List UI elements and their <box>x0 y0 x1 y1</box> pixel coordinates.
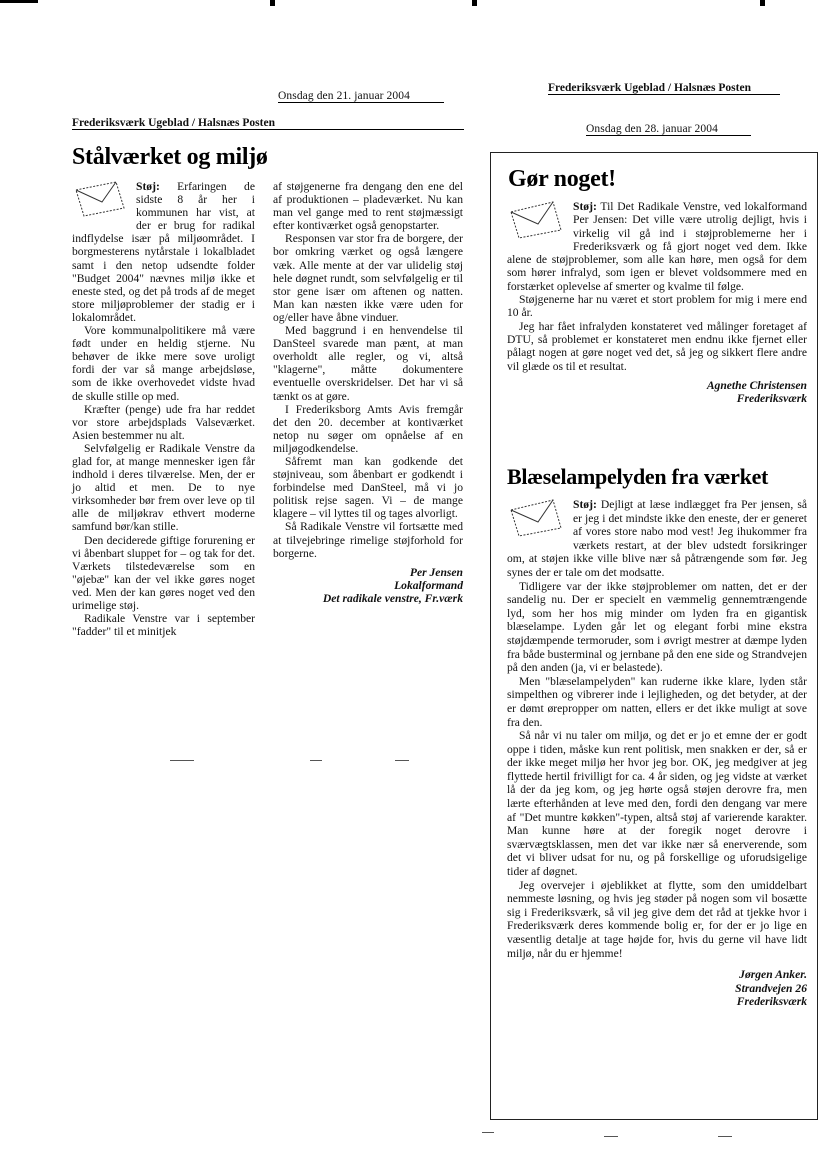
left-paper-name: Frederiksværk Ugeblad / Halsnæs Posten <box>72 117 464 130</box>
paragraph: Responsen var stor fra de borgere, der bor omkring værket og også længere væk. Alle mente at der var ulidelig støj hele døgnet rundt, som selvfølgelig er til stor gene især om aftenen og natten. Man kan næsten ikke være uden for og/eller have åbne vinduer. <box>273 232 463 324</box>
paragraph: I Frederiksborg Amts Avis fremgår det den 20. december at kontiværket netop nu søger om opnåelse af en miljøgodkendelse. <box>273 402 463 455</box>
paragraph: Radikale Venstre var i september "fadder" til et minitjek <box>72 612 255 639</box>
envelope-icon <box>72 180 128 218</box>
signature-org: Det radikale venstre, Fr.værk <box>322 591 463 605</box>
paragraph: Så når vi nu taler om miljø, og det er jo et emne der er godt oppe i tiden, måske kun rent politisk, men snakken er der, så er der ikke meget miljø her hvor jeg bor. OK, jeg medgiver at jeg flyttede hertil frivilligt for ca. 4 år siden, og jeg vidste at værket lå der da jeg kom, og jeg hørte også støjen derovre fra, men lærte efterhånden at leve med den, fordi den dengang var mere af "Det muntre køkken"-typen, altså støj af varierende karakter. Man kunne høre at der foregik noget derovre i sværvægtsklassen, men det var ikke nær så enerverende, som det vi bliver udsat for nu, og på forskellige og uforudsigelige tider af døgnet. <box>507 729 807 879</box>
right-date: Onsdag den 28. januar 2004 <box>586 123 751 136</box>
signature-title: Lokalformand <box>394 578 463 592</box>
left-headline: Stålværket og miljø <box>72 144 268 170</box>
paragraph: Selvfølgelig er Radikale Venstre da glad for, at mange mennesker igen får indhold i deres tilværelse. Men, der er jo altid et men. De to nye virksomheder bør frem over leve op til alle de miljøkrav ethvert moderne samfund bør/kan stille. <box>72 441 255 534</box>
divider <box>395 760 409 761</box>
divider <box>604 1136 618 1137</box>
paragraph: Kræfter (penge) ude fra har reddet vor store arbejdsplads Valseværket. Asien bestemmer nu alt. <box>72 402 255 442</box>
paragraph: Jeg har fået infralyden konstateret ved målinger foretaget af DTU, så problemet er konstateret men endnu ikke fjernet eller pålagt nogen at gøre noget ved det, så jeg og sikkert flere andre vil glæde os til et resultat. <box>507 319 807 373</box>
paragraph: Tidligere var der ikke støjproblemer om natten, det er der sandelig nu. Der er specielt en væmmelig gennemtrængende lyd, som her hos mig minder om lyden fra en gigantisk blæselampe. Lyden går let og elegant forbi mine ekstra støjdæmpende termoruder, som i øvrigt mestrer at dæmpe lyden fra både busterminal og jernbane på den ene side og Strandvejen på den anden (ja, vi er belastede). <box>507 579 807 675</box>
paragraph: Jeg overvejer i øjeblikket at flytte, som den umiddelbart nemmeste løsning, og hvis jeg støder på nogen som vil bosætte sig i Frederiksværk, så vil jeg give dem det råd at tjekke hvor i Frederiksværk deres kommende bolig er, for der er jo lige en væsentlig detalje at tage højde for, hvis du gerne vil have lidt miljø, når du er hjemme! <box>507 878 807 960</box>
paragraph: Vore kommunalpolitikere må være født under en heldig stjerne. Nu behøver de ikke mere sove uroligt fordi der var så mange arbejdsløse, som de ikke overhovedet vidste hvad de skulle stille op med. <box>72 324 255 403</box>
paragraph: af støjgenerne fra dengang den ene del af produktionen – pladeværket. Nu kan man vel gange med to rent støjmæssigt efter kontiværket også genopstarter. <box>273 180 463 233</box>
right-article-2 <box>507 498 807 1009</box>
paragraph: Støjgenerne har nu været et stort problem for mig i mere end 10 år. <box>507 293 807 320</box>
right-paper-name: Frederiksværk Ugeblad / Halsnæs Posten <box>548 82 780 95</box>
left-date: Onsdag den 21. januar 2004 <box>278 90 444 103</box>
signature-place: Frederiksværk <box>736 995 807 1009</box>
paragraph: Dejligt at læse indlægget fra Per jensen, så er jeg i det mindste ikke den eneste, der er generet af vores store nabo mod vest! Jeg ihukommer fra værkets restart, at der blev udstedt forsikringer om, at støjen ikke ville blive nær så påtrængende som før. Jeg synes der er tale om det modsatte. <box>507 498 807 579</box>
signature-name: Jørgen Anker. <box>739 968 807 982</box>
lead-label: Støj: <box>573 498 597 511</box>
envelope-icon <box>507 498 565 538</box>
paragraph: Så Radikale Venstre vil fortsætte med at tilvejebringe rimelige støjforhold for borgerne. <box>273 520 463 560</box>
divider <box>170 760 194 761</box>
divider <box>718 1136 732 1137</box>
signature-address: Strandvejen 26 <box>735 981 807 995</box>
paragraph: Til Det Radikale Venstre, ved lokalformand Per Jensen: Det ville være utrolig dejligt, hvis i virkelig vil gå ind i støjproblemerne her i Frederiksværk og få gjort noget ved dem. Ikke alene de støjproblemer, som alle kan høre, men også for dem som hører infralyd, som igen er blevet voldsommere med en forstærket oplevelse af smerter og kvalme til følge. <box>507 200 807 293</box>
scan-edge-mark <box>472 0 477 6</box>
scan-edge-mark <box>0 0 38 3</box>
right-article-1 <box>507 200 807 405</box>
scan-edge-mark <box>760 0 765 6</box>
signature-name: Agnethe Christensen <box>706 378 807 392</box>
signature-place: Frederiksværk <box>736 392 807 406</box>
right-headline-1: Gør noget! <box>508 166 616 192</box>
divider <box>482 1132 494 1133</box>
envelope-icon <box>507 200 565 240</box>
left-column-1 <box>72 180 255 638</box>
divider <box>310 760 322 761</box>
paragraph: Men "blæselampelyden" kan ruderne ikke klare, lyden står simpelthen og vibrerer inde i lejligheden, og det betyder, at der er dømt ørepropper om natten, ellers er det ikke muligt at sove fra den. <box>507 674 807 729</box>
paragraph: Såfremt man kan godkende det støjniveau, som åbenbart er godkendt i forbindelse med DanSteel, må vi jo politisk rejse sagen. Vi – de mange klagere – vil lyttes til og tages alvorligt. <box>273 454 463 521</box>
paragraph: Med baggrund i en henvendelse til DanSteel svarede man pænt, at man overholdt alle regler, og vi, altså "klagerne", måtte dokumentere eventuelle overskridelser. Det har vi så tænkt os at gøre. <box>273 324 463 403</box>
paragraph: Den deciderede giftige forurening er vi åbenbart sluppet for – og tak for det. Værkets tilstedeværelse som en "øjebæ" kan der vel ikke gøres noget ved. Men der kan gøres noget ved den urimelige støj. <box>72 533 255 612</box>
signature-name: Per Jensen <box>409 565 463 579</box>
right-headline-2: Blæselampelyden fra værket <box>507 464 769 489</box>
paragraph: Erfaringen de sidste 8 år her i kommunen har vist, at der er brug for radikal indflydelse især på miljøområdet. I borgmesterens nytårstale i lokalbladet samt i den netop udsendte folder "Budget 2004" nævnes miljø ikke et eneste sted, og det på trods af de meget store miljøproblemer der stadig er i lokalområdet. <box>72 180 255 324</box>
lead-label: Støj: <box>573 200 597 213</box>
scan-edge-mark <box>270 0 275 6</box>
lead-label: Støj: <box>136 180 160 193</box>
left-column-2 <box>273 180 463 605</box>
